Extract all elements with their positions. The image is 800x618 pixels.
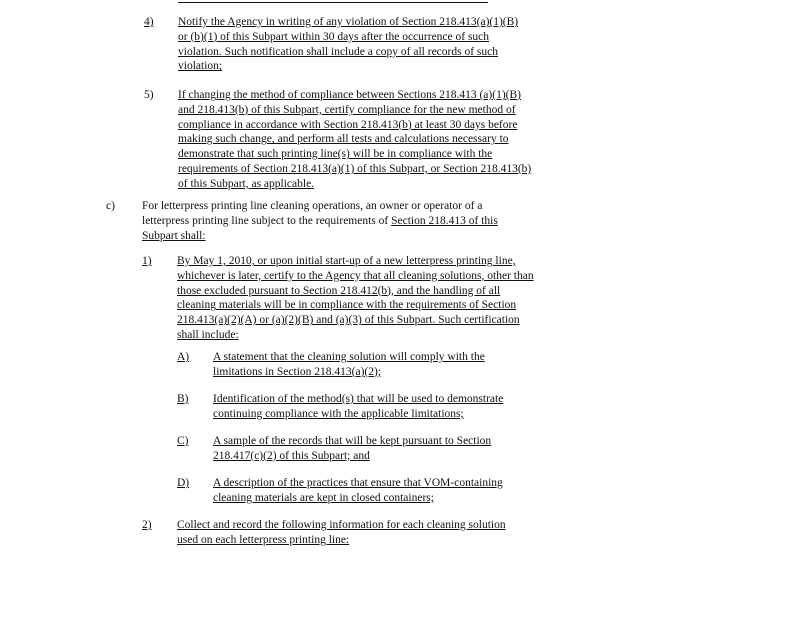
item-5-label: 5) bbox=[144, 89, 154, 101]
section-c-text-underlined: Section 218.413 of this Subpart shall: bbox=[142, 214, 498, 242]
item-5-text: If changing the method of compliance between Sections 218.413 (a)(1)(B) and 218.413(b) of this Subpart, certify compliance for the new method of compliance in accordance with Section 218.413(b) at least 30 days before making such change, and perform all tests and calculations necessary to demonstrate that such printing line(s) will be in compliance with the requirements of Section 218.413(a)(1) of this Subpart, or Section 218.413(b) of this Subpart, as applicable. bbox=[178, 89, 532, 190]
section-c-label: c) bbox=[106, 200, 115, 212]
item-4-text: Notify the Agency in writing of any violation of Section 218.413(a)(1)(B) or (b)(1) of this Subpart within 30 days after the occurrence of such violation. Such notification shall include a copy of all records of such violation; bbox=[178, 16, 519, 73]
cut-off-underline bbox=[178, 0, 488, 3]
item-c1-d-label: D) bbox=[177, 477, 190, 489]
item-c1-d-text: A description of the practices that ensure that VOM-containing cleaning materials are kept in closed containers; bbox=[213, 477, 503, 504]
item-c1-a-label: A) bbox=[177, 351, 190, 363]
item-4-label: 4) bbox=[144, 16, 154, 28]
item-c1-b-text: Identification of the method(s) that will be used to demonstrate continuing compliance with the applicable limitations; bbox=[213, 393, 504, 420]
item-c1-b-label: B) bbox=[177, 393, 189, 405]
item-c2-text: Collect and record the following information for each cleaning solution used on each letterpress printing line: bbox=[177, 519, 506, 546]
section-c-text-plain: For letterpress printing line cleaning operations, an owner or operator of a letterpress printing line subject to the requirements of bbox=[142, 200, 483, 227]
item-c1-text: By May 1, 2010, or upon initial start-up of a new letterpress printing line, whichever is later, certify to the Agency that all cleaning solutions, other than those excluded pursuant to Section 218.412(b), and the handling of all cleaning materials will be in compliance with the requirements of Section 218.413(a)(2)(A) or (a)(2)(B) and (a)(3) of this Subpart. Such certification shall include: bbox=[177, 255, 534, 341]
item-c1-c-text: A sample of the records that will be kept pursuant to Section 218.417(c)(2) of this Subpart; and bbox=[213, 435, 492, 462]
section-c-text bbox=[142, 199, 522, 243]
item-c1-label: 1) bbox=[142, 255, 152, 267]
item-c1-a-text: A statement that the cleaning solution will comply with the limitations in Section 218.413(a)(2); bbox=[213, 351, 485, 378]
item-c1-c-label: C) bbox=[177, 435, 189, 447]
item-c2-label: 2) bbox=[142, 519, 152, 531]
